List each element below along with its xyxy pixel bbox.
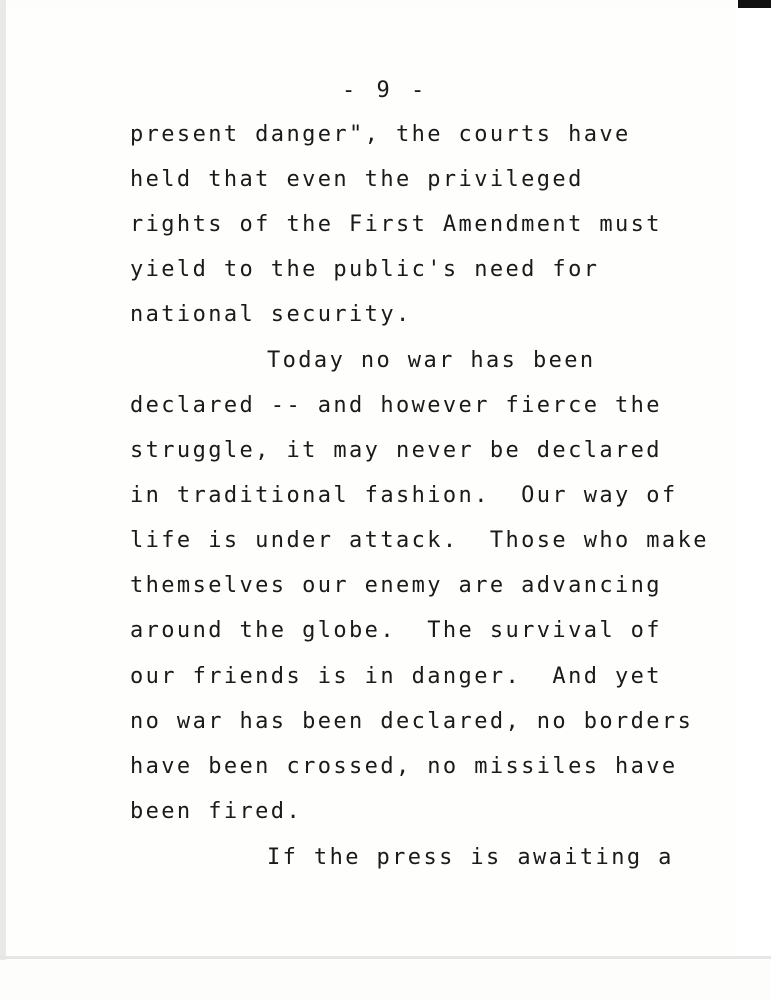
text-line: life is under attack. Those who make <box>130 528 709 553</box>
text-line: rights of the First Amendment must <box>130 212 662 237</box>
text-line: declared -- and however fierce the <box>130 393 662 418</box>
text-line: themselves our enemy are advancing <box>130 573 662 598</box>
text-line: held that even the privileged <box>130 167 584 192</box>
text-line: struggle, it may never be declared <box>130 438 662 463</box>
text-line: present danger", the courts have <box>130 122 631 147</box>
scan-right-margin <box>736 0 771 960</box>
paragraph-start-line: If the press is awaiting a <box>267 845 674 870</box>
page-number: - 9 - <box>342 78 429 103</box>
text-line: no war has been declared, no borders <box>130 709 694 734</box>
text-line: have been crossed, no missiles have <box>130 754 678 779</box>
text-line: our friends is in danger. And yet <box>130 664 662 689</box>
text-line: yield to the public's need for <box>130 257 600 282</box>
paragraph-start-line: Today no war has been <box>267 348 596 373</box>
text-line: around the globe. The survival of <box>130 618 662 643</box>
body-text <box>130 0 730 1000</box>
text-line: national security. <box>130 302 412 327</box>
text-line: in traditional fashion. Our way of <box>130 483 678 508</box>
scan-corner-shadow <box>738 0 771 8</box>
text-line: been fired. <box>130 799 303 824</box>
